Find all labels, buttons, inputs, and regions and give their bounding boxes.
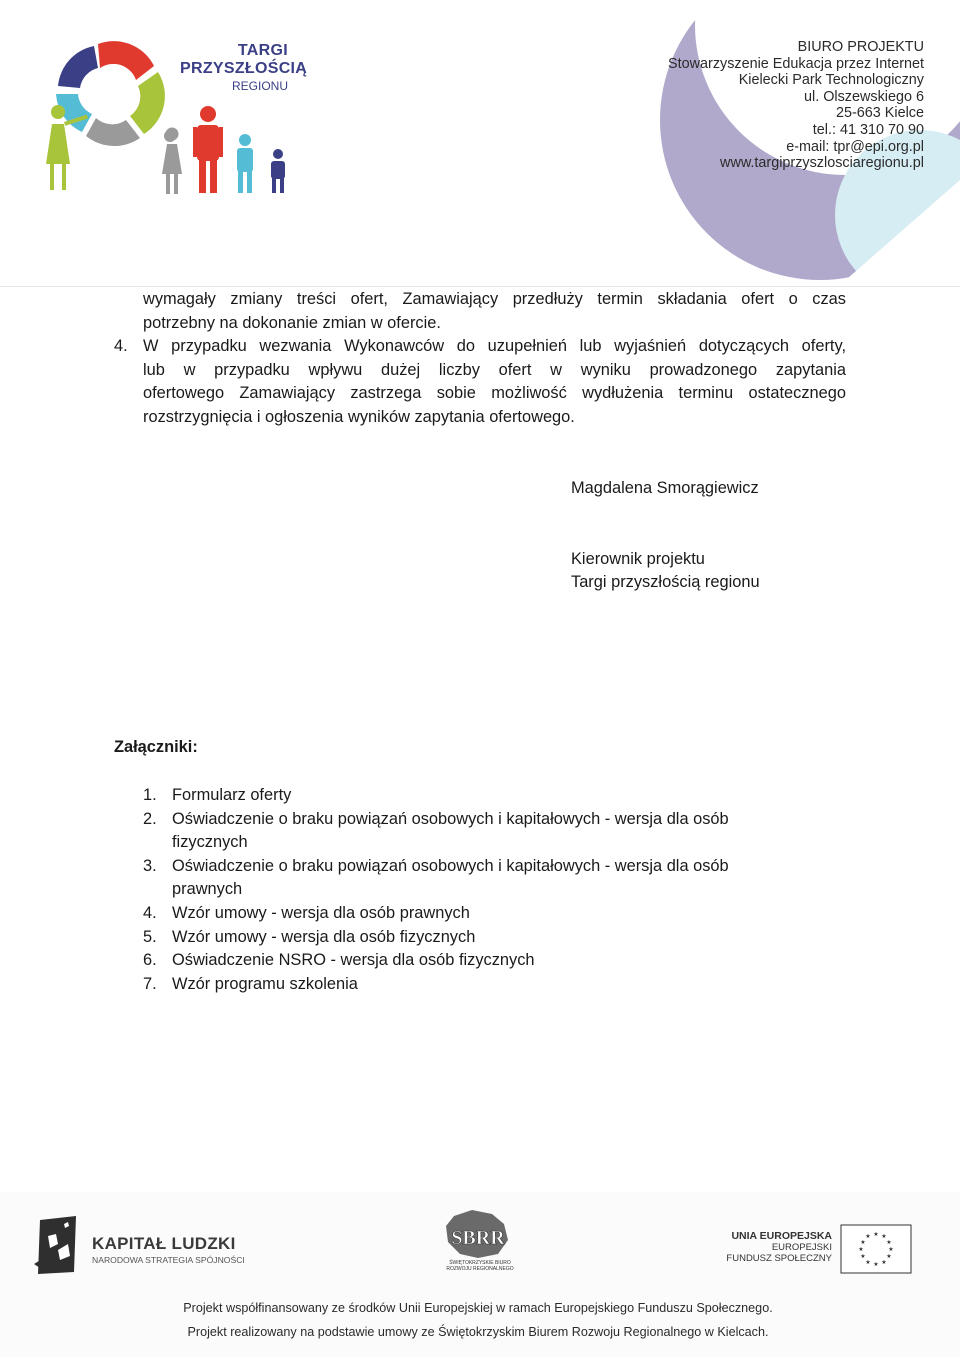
svg-text:★: ★	[873, 1231, 879, 1238]
list-item	[143, 902, 803, 926]
office-address-block	[668, 39, 924, 172]
list-number: 7.	[143, 974, 157, 993]
text-line: wymagały zmiany treści ofert, Zamawiający przedłuży termin składania ofert o czas	[143, 290, 846, 308]
eu-title: UNIA EUROPEJSKA	[731, 1230, 832, 1242]
office-line: 25-663 Kielce	[835, 105, 924, 122]
office-line: Kielecki Park Technologiczny	[738, 72, 924, 89]
family-figures-graphic	[150, 96, 300, 196]
svg-text:★: ★	[860, 1239, 866, 1246]
signatory-name: Magdalena Smorągiewicz	[571, 479, 759, 497]
office-website-link[interactable]: www.targiprzyszlosciaregionu.pl	[720, 155, 924, 172]
list-item	[143, 784, 803, 808]
text-line: lub w przypadku wpływu dużej liczby ofert w wyniku prowadzonego zapytania	[143, 360, 846, 379]
sbrr-logo-icon	[442, 1208, 514, 1260]
footer	[0, 1192, 960, 1357]
sbrr-caption	[440, 1261, 520, 1272]
eu-fund-line-2: FUNDUSZ SPOŁECZNY	[726, 1253, 832, 1264]
list-item-text: Formularz oferty	[172, 786, 292, 804]
kapital-ludzki-title: KAPITAŁ LUDZKI	[92, 1234, 236, 1253]
list-item	[143, 808, 803, 855]
list-item	[143, 949, 803, 973]
kapital-ludzki-logo-text	[92, 1234, 245, 1265]
list-item-text: Wzór umowy - wersja dla osób fizycznych	[172, 927, 476, 946]
list-number: 5.	[143, 927, 157, 946]
office-phone: tel.: 41 310 70 90	[812, 121, 924, 138]
list-item	[143, 855, 803, 902]
eu-fund-line-1: EUROPEJSKI	[771, 1242, 832, 1253]
sbrr-caption-line-2: ROZWOJU REGIONALNEGO	[446, 1265, 514, 1272]
eu-flag-icon	[840, 1224, 912, 1274]
eu-logo-text	[726, 1230, 832, 1264]
signature-block	[571, 477, 760, 595]
list-item	[143, 926, 803, 950]
footer-cofinancing-note: Projekt współfinansowany ze środków Unii Europejskiej w ramach Europejskiego Funduszu Społecznego.	[183, 1301, 773, 1315]
svg-text:★: ★	[886, 1239, 892, 1246]
svg-text:★: ★	[881, 1259, 887, 1266]
list-number: 6.	[143, 951, 157, 970]
text-line: ofertowego Zamawiający zastrzega sobie możliwość wydłużenia terminu ostatecznego	[143, 384, 846, 403]
numbered-paragraph-4	[114, 335, 846, 429]
attachments-list	[143, 784, 803, 996]
sbrr-caption-line-1: ŚWIĘTOKRZYSKIE BIURO	[449, 1260, 511, 1266]
list-item-text: Wzór programu szkolenia	[172, 974, 358, 993]
targi-logo-text	[180, 42, 307, 93]
list-item-text: Wzór umowy - wersja dla osób prawnych	[172, 903, 470, 922]
logo-line-1: TARGI	[237, 42, 288, 59]
attachments-heading: Załączniki:	[114, 738, 198, 756]
office-line: Stowarzyszenie Edukacja przez Internet	[668, 55, 924, 72]
list-number: 2.	[143, 809, 157, 828]
footer-agreement-note: Projekt realizowany na podstawie umowy ze Świętokrzyskim Biurem Rozwoju Regionalnego w Kielcach.	[187, 1325, 769, 1339]
list-item-text: Oświadczenie o braku powiązań osobowych i kapitałowych - wersja dla osób prawnych	[172, 856, 729, 899]
kapital-ludzki-subtitle: NARODOWA STRATEGIA SPÓJNOŚCI	[92, 1255, 245, 1265]
list-item-text: Oświadczenie o braku powiązań osobowych i kapitałowych - wersja dla osób fizycznych	[172, 809, 729, 852]
kapital-ludzki-logo-icon	[34, 1214, 82, 1276]
logo-line-2: PRZYSZŁOŚCIĄ	[180, 60, 308, 77]
list-number: 1.	[143, 786, 157, 804]
svg-text:★: ★	[888, 1246, 894, 1253]
list-item-text: Oświadczenie NSRO - wersja dla osób fizycznych	[172, 951, 535, 970]
header-divider	[0, 286, 960, 287]
list-number: 4.	[114, 337, 128, 355]
paragraph-continuation	[143, 288, 846, 335]
signatory-project: Targi przyszłością regionu	[571, 573, 760, 592]
text-line: rozstrzygnięcia i ogłoszenia wyników zapytania ofertowego.	[143, 407, 575, 426]
list-number: 3.	[143, 856, 157, 875]
office-line: ul. Olszewskiego 6	[804, 88, 924, 105]
svg-text:★: ★	[858, 1246, 864, 1253]
sbrr-logo-text: SBRR	[451, 1227, 505, 1249]
svg-text:★: ★	[865, 1233, 871, 1240]
logo-line-3: REGIONU	[231, 79, 288, 93]
svg-text:★: ★	[886, 1253, 892, 1260]
office-title: BIURO PROJEKTU	[797, 39, 924, 55]
text-line: W przypadku wezwania Wykonawców do uzupełnień lub wyjaśnień dotyczących oferty,	[143, 337, 846, 355]
signatory-role: Kierownik projektu	[571, 549, 705, 568]
list-item	[143, 973, 803, 997]
svg-text:★: ★	[860, 1253, 866, 1260]
svg-text:★: ★	[865, 1259, 871, 1266]
svg-text:★: ★	[873, 1261, 879, 1268]
text-line: potrzebny na dokonanie zmian w ofercie.	[143, 313, 441, 332]
office-email-link[interactable]: e-mail: tpr@epi.org.pl	[786, 138, 924, 155]
list-number: 4.	[143, 903, 157, 922]
letterhead	[0, 0, 960, 285]
svg-text:★: ★	[881, 1233, 887, 1240]
